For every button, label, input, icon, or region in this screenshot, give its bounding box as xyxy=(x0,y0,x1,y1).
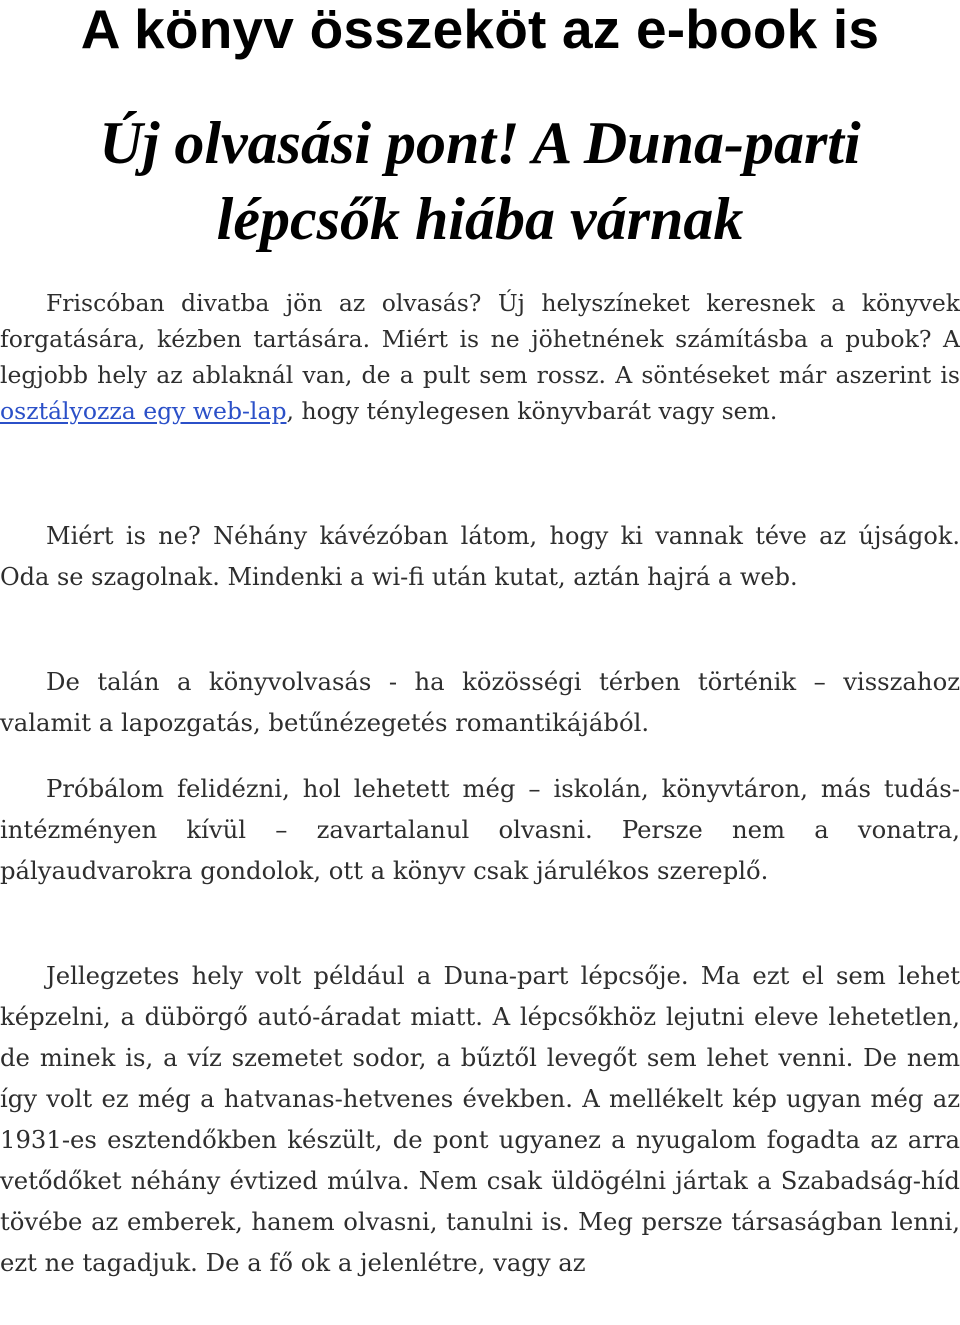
paragraph-3: De talán a könyvolvasás - ha közösségi térben történik – visszahoz valamit a lapozgatás, betűnézegetés romantikájából. xyxy=(0,667,960,737)
web-lap-link[interactable]: osztályozza egy web-lap xyxy=(0,397,287,425)
paragraph-1-text-start: Friscóban divatba jön az olvasás? Új helyszíneket keresnek a könyvek forgatására, kézben tartására. Miért is ne jöhetnének számításba a pubok? A legjobb hely az ablaknál van, de a pult sem rossz. A söntéseket már aszerint is xyxy=(0,289,960,389)
paragraph-4: Próbálom felidézni, hol lehetett még – iskolán, könyvtáron, más tudás-intézményen kívül – zavartalanul olvasni. Persze nem a vonatra, pályaudvarokra gondolok, ott a könyv csak járulékos szereplő. xyxy=(0,774,960,885)
article-title: A könyv összeköt az e-book is xyxy=(80,0,880,60)
article-subtitle: Új olvasási pont! A Duna-parti lépcsők hiába várnak xyxy=(99,110,861,252)
paragraph-1-text-end: , hogy ténylegesen könyvbarát vagy sem. xyxy=(286,397,778,425)
paragraph-2: Miért is ne? Néhány kávézóban látom, hogy ki vannak téve az újságok. Oda se szagolnak. Mindenki a wi-fi után kutat, aztán hajrá a web. xyxy=(0,522,960,591)
paragraph-1 xyxy=(0,285,960,429)
paragraph-5: Jellegzetes hely volt például a Duna-part lépcsője. Ma ezt el sem lehet képzelni, a dübörgő autó-áradat miatt. A lépcsőkhöz lejutni eleve lehetetlen, de minek is, a víz szemetet sodor, a bűztől levegőt sem lehet venni. De nem így volt ez még a hatvanas-hetvenes években. A mellékelt kép ugyan még az 1931-es esztendőkben készült, de pont ugyanez a nyugalom fogadta az arra vetődőket néhány évtized múlva. Nem csak üldögélni jártak a Szabadság-híd tövébe az emberek, hanem olvasni, tanulni is. Meg persze társaságban lenni, ezt ne tagadjuk. De a fő ok a jelenlétre, vagy az xyxy=(0,961,960,1277)
